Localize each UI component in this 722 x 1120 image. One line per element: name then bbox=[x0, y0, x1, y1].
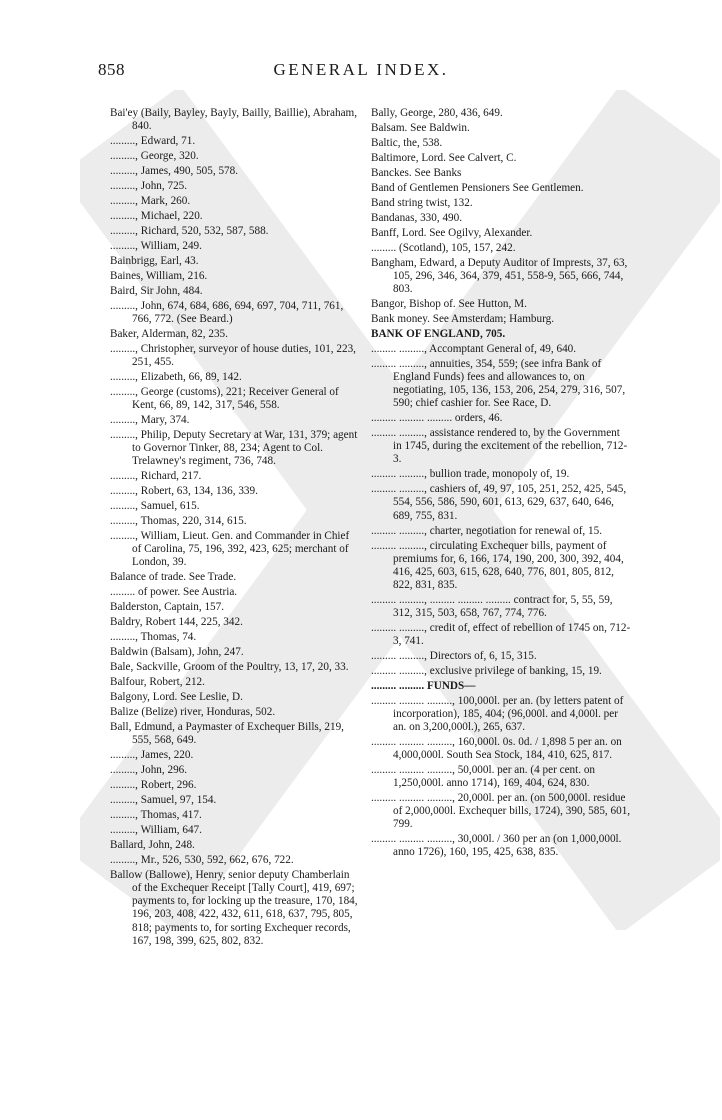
index-entry: ........., James, 490, 505, 578. bbox=[110, 165, 239, 178]
index-entry: ......... ......... ........., 160,000l. 0s. 0d. / 1,898 5 per an. on 4,000,000l. South Sea Stock, 184, 410, 625, 817. bbox=[371, 736, 622, 762]
running-title: GENERAL INDEX. bbox=[273, 60, 449, 79]
index-entry: ........., Robert, 63, 134, 136, 339. bbox=[110, 485, 258, 498]
index-entry: Bale, Sackville, Groom of the Poultry, 13, 17, 20, 33. bbox=[110, 661, 349, 674]
index-entry: Baltic, the, 538. bbox=[371, 136, 443, 149]
index-entry: ........., George (customs), 221; Receiver General of Kent, 66, 89, 142, 317, 546, 558. bbox=[110, 386, 339, 412]
index-entry: Balance of trade. See Trade. bbox=[110, 571, 237, 584]
index-entry: ......... of power. See Austria. bbox=[110, 586, 238, 599]
index-entry: ......... ........., exclusive privilege of banking, 15, 19. bbox=[371, 664, 602, 677]
index-entry: ........., John, 725. bbox=[110, 180, 188, 193]
index-entry: ........., Mr., 526, 530, 592, 662, 676, 722. bbox=[110, 854, 294, 867]
index-entry: ........., Elizabeth, 66, 89, 142. bbox=[110, 371, 242, 384]
index-entry: Ball, Edmund, a Paymaster of Exchequer Bills, 219, 555, 568, 649. bbox=[110, 721, 344, 747]
index-entry: Band string twist, 132. bbox=[371, 196, 473, 209]
index-entry: ........., Edward, 71. bbox=[110, 135, 196, 148]
index-entry: Bank money. See Amsterdam; Hamburg. bbox=[371, 313, 555, 325]
index-entry: Baltimore, Lord. See Calvert, C. bbox=[371, 151, 517, 164]
index-entry: ......... ........., cashiers of, 49, 97, 105, 251, 252, 425, 545, 554, 556, 586, 590, 601, 613, 629, 637, 640, 646, 689, 755, 831. bbox=[371, 483, 627, 522]
index-entry: ........., George, 320. bbox=[110, 150, 199, 163]
index-entry: ......... ........., credit of, effect of rebellion of 1745 on, 712-3, 741. bbox=[371, 621, 631, 647]
subheading-funds: ......... ......... FUNDS— bbox=[371, 679, 476, 692]
index-entry: Balsam. See Baldwin. bbox=[371, 121, 470, 134]
index-entry: ......... ......... ......... orders, 46. bbox=[371, 412, 503, 425]
index-entry: Baldwin (Balsam), John, 247. bbox=[110, 646, 244, 659]
index-entry: Baldry, Robert 144, 225, 342. bbox=[110, 616, 243, 629]
index-entry: ......... ........., circulating Exchequer bills, payment of premiums for, 6, 166, 174, 190, 200, 300, 392, 404, 416, 425, 603, 615, 628, 640, 776, 801, 805, 812, 822, 831, 835. bbox=[371, 539, 624, 591]
index-entry: ........., Samuel, 615. bbox=[110, 500, 200, 513]
index-entry: Balfour, Robert, 212. bbox=[110, 676, 205, 689]
index-entry: Balgony, Lord. See Leslie, D. bbox=[110, 691, 243, 704]
section-heading-bank-of-england: BANK OF ENGLAND, 705. bbox=[371, 327, 506, 340]
index-entry: Band of Gentlemen Pensioners See Gentlemen. bbox=[371, 181, 584, 194]
index-entry: ......... ......... ........., 20,000l. per an. (on 500,000l. residue of 2,000,000l. Exchequer bills, 1724), 390, 585, 601, 799. bbox=[371, 792, 631, 831]
index-entry: ........., William, Lieut. Gen. and Commander in Chief of Carolina, 75, 196, 392, 423, 625; merchant of London, 39. bbox=[110, 530, 350, 569]
index-entry: ........., Philip, Deputy Secretary at War, 131, 379; agent to Governor Tinker, 88, 234; Agent to Col. Trelawney's regiment, 736, 748. bbox=[110, 429, 358, 468]
index-entry: ......... (Scotland), 105, 157, 242. bbox=[371, 241, 516, 254]
index-entry: Bangham, Edward, a Deputy Auditor of Imprests, 37, 63, 105, 296, 346, 364, 379, 451, 558-9, 565, 666, 744, 803. bbox=[371, 256, 628, 296]
index-entry: Baird, Sir John, 484. bbox=[110, 284, 203, 297]
index-entry: ......... ........., charter, negotiation for renewal of, 15. bbox=[371, 524, 602, 537]
index-entry: ......... ......... ........., 100,000l. per an. (by letters patent of incorporation), 185, 404; (96,000l. and 4,000l. per an. on 3,200,000l.), 265, 637. bbox=[371, 694, 624, 734]
page-header bbox=[0, 60, 722, 90]
index-entry: Baker, Alderman, 82, 235. bbox=[110, 327, 228, 340]
index-entry: Balderston, Captain, 157. bbox=[110, 601, 225, 614]
index-entry: ........., Richard, 520, 532, 587, 588. bbox=[110, 224, 269, 237]
index-entry: Bandanas, 330, 490. bbox=[371, 211, 463, 224]
index-entry: Ballard, John, 248. bbox=[110, 839, 195, 852]
index-entry: ........., Mary, 374. bbox=[110, 414, 190, 427]
index-entry: ........., Thomas, 220, 314, 615. bbox=[110, 515, 247, 528]
index-entry: ......... ......... ........., 50,000l. per an. (4 per cent. on 1,250,000l. anno 1714), 169, 404, 624, 830. bbox=[371, 764, 596, 790]
index-entry: Banff, Lord. See Ogilvy, Alexander. bbox=[371, 226, 533, 239]
index-entry: ........., Richard, 217. bbox=[110, 470, 202, 483]
index-entry: ........., John, 296. bbox=[110, 764, 188, 777]
index-column-left bbox=[110, 107, 358, 950]
index-entry: ........., William, 249. bbox=[110, 239, 202, 252]
index-entry: ......... ........., assistance rendered to, by the Government in 1745, during the excitement of the rebellion, 712-3. bbox=[371, 427, 628, 466]
index-entry: ......... ........., ......... ......... ......... contract for, 5, 55, 59, 312, 315, 503, 658, 767, 774, 776. bbox=[371, 593, 613, 619]
index-entry: ........., John, 674, 684, 686, 694, 697, 704, 711, 761, 766, 772. (See Beard.) bbox=[110, 299, 344, 325]
index-entry: ........., Thomas, 417. bbox=[110, 809, 202, 822]
index-entry: Bally, George, 280, 436, 649. bbox=[371, 107, 503, 119]
index-entry: Bangor, Bishop of. See Hutton, M. bbox=[371, 298, 527, 311]
index-column-right bbox=[371, 107, 631, 861]
index-entry: ......... ........., bullion trade, monopoly of, 19. bbox=[371, 468, 570, 481]
index-entry: Ballow (Ballowe), Henry, senior deputy Chamberlain of the Exchequer Receipt [Tally Court], 419, 697; payments to, for locking up the treasure, 170, 184, 196, 203, 408, 422, 432, 611, 618, 637, 795, 805, 818; payments to, for sorting Exchequer records, 167, 198, 399, 625, 802, 832. bbox=[110, 869, 358, 947]
index-entry: ........., Samuel, 97, 154. bbox=[110, 794, 217, 807]
index-entry: ........., James, 220. bbox=[110, 749, 194, 762]
index-entry: Bainbrigg, Earl, 43. bbox=[110, 254, 199, 267]
index-entry: ......... ........., Accomptant General of, 49, 640. bbox=[371, 342, 577, 355]
index-entry: ......... ......... ........., 30,000l. / 360 per an (on 1,000,000l. anno 1726), 160, 195, 425, 638, 835. bbox=[371, 833, 622, 859]
index-entry: Bai'ey (Baily, Bayley, Bayly, Bailly, Baillie), Abraham, 840. bbox=[110, 107, 358, 133]
page-number: 858 bbox=[98, 60, 125, 79]
index-entry: Balize (Belize) river, Honduras, 502. bbox=[110, 706, 276, 719]
index-entry: Banckes. See Banks bbox=[371, 166, 462, 179]
index-entry: ......... ........., annuities, 354, 559; (see infra Bank of England Funds) fees and allowances to, on negotiating, 105, 136, 153, 206, 254, 279, 316, 507, 590; chief cashier for. See Race, D. bbox=[371, 357, 626, 410]
index-entry: ........., Mark, 260. bbox=[110, 195, 191, 208]
index-entry: ........., Thomas, 74. bbox=[110, 631, 197, 644]
index-entry: ........., Robert, 296. bbox=[110, 779, 197, 792]
index-entry: ........., Michael, 220. bbox=[110, 210, 203, 222]
index-entry: Baines, William, 216. bbox=[110, 269, 208, 282]
index-entry: ........., Christopher, surveyor of house duties, 101, 223, 251, 455. bbox=[110, 342, 356, 369]
index-entry: ........., William, 647. bbox=[110, 824, 202, 837]
index-entry: ......... ........., Directors of, 6, 15, 315. bbox=[371, 649, 537, 662]
